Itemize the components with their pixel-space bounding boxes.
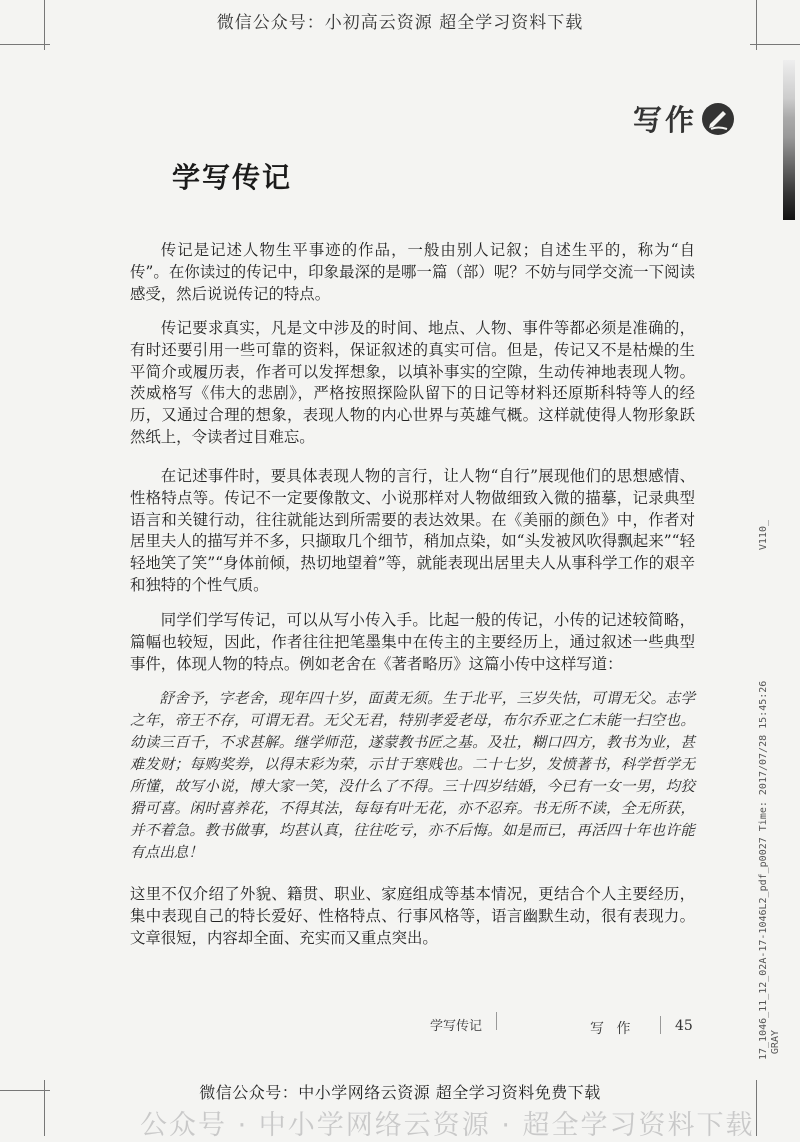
paragraph-truth: 传记要求真实，凡是文中涉及的时间、地点、人物、事件等都必须是准确的，有时还要引用一些可靠的资料，保证叙述的真实可信。但是，传记又不是枯燥的生平简介或履历表，作者可以发挥想象，以填补事实的空隙，生动传神地表现人物。茨威格写《伟大的悲剧》，严格按照探险队留下的日记等材料还原斯科特等人的经历，又通过合理的想象，表现人物的内心世界与英雄气概。这样就使得人物形象跃然纸上，令读者过目难忘。	[130, 319, 695, 446]
crop-mark	[44, 0, 45, 50]
side-code: V110_	[758, 520, 769, 551]
footer-section-label: 写 作	[590, 1021, 635, 1037]
paragraph-closing: 这里不仅介绍了外貌、籍贯、职业、家庭组成等基本情况，更结合个人主要经历，集中表现自己的特长爱好、性格特点、行事风格等，语言幽默生动，很有表现力。文章很短，内容却全面、充实而又重点突出。	[130, 885, 695, 947]
pen-circle-icon	[701, 102, 735, 136]
crop-mark	[756, 0, 757, 50]
bottom-banner: 微信公众号：中小学网络云资源 超全学习资料免费下载	[199, 1083, 601, 1102]
footer-chapter-label: 学写传记	[430, 1019, 483, 1034]
paragraph-intro: 传记是记述人物生平事迹的作品，一般由别人记叙；自述生平的，称为“自传”。在你读过的传记中，印象最深的是哪一篇（部）呢？不妨与同学交流一下阅读感受，然后说说传记的特点。	[130, 241, 695, 303]
paragraph-short-bio: 同学们学写传记，可以从写小传入手。比起一般的传记，小传的记述较简略，篇幅也较短，因此，作者往往把笔墨集中在传主的主要经历上，通过叙述一些典型事件，体现人物的特点。例如老舍在《著者略历》这篇小传中这样写道：	[130, 611, 695, 673]
top-banner: 微信公众号：小初高云资源 超全学习资料下载	[216, 13, 584, 33]
quoted-bio: 舒舍予，字老舍，现年四十岁，面黄无须。生于北平，三岁失怙，可谓无父。志学之年，帝王不存，可谓无君。无父无君，特别孝爱老母，布尔乔亚之仁未能一扫空也。幼读三百千，不求甚解。继学师范，遂蒙教书匠之基。及壮，糊口四方，教书为业，甚难发财；每购奖券，以得末彩为荣，示甘于寒贱也。二十七岁，发愤著书，科学哲学无所懂，故写小说，博大家一笑，没什么了不得。三十四岁结婚，今已有一女一男，均狡猾可喜。闲时喜养花，不得其法，每每有叶无花，亦不忍弃。书无所不读，全无所获，并不着急。教书做事，均甚认真，往往吃亏，亦不后悔。如是而已，再活四十年也许能有点出息！	[130, 690, 695, 861]
gray-label: GRAY	[770, 1030, 781, 1055]
footer-divider	[660, 1016, 661, 1034]
section-tag: 写作	[633, 103, 698, 137]
paragraph-events: 在记述事件时，要具体表现人物的言行，让人物“自行”展现他们的思想感情、性格特点等。传记不一定要像散文、小说那样对人物做细致入微的描摹，记录典型语言和关键行动，往往就能达到所需要的表达效果。在《美丽的颜色》中，作者对居里夫人的描写并不多，只撷取几个细节，稍加点染，如“头发被风吹得飘起来”“轻轻地笑了笑”“身体前倾，热切地望着”等，就能表现出居里夫人从事科学工作的艰辛和独特的个性气质。	[130, 467, 695, 594]
article-title: 学写传记	[172, 161, 293, 194]
footer-divider	[496, 1012, 497, 1030]
print-stamp: 17_1046_11_12_02A-17-1046L2_pdf_p0027 Time: 2017/07/28 15:45:26	[758, 680, 769, 1060]
watermark: 公众号 · 中小学网络云资源 · 超全学习资料下载	[140, 1110, 755, 1141]
crop-mark	[750, 44, 800, 45]
crop-mark	[0, 44, 50, 45]
gray-scale-strip	[783, 60, 795, 220]
page-number: 45	[675, 1018, 693, 1034]
